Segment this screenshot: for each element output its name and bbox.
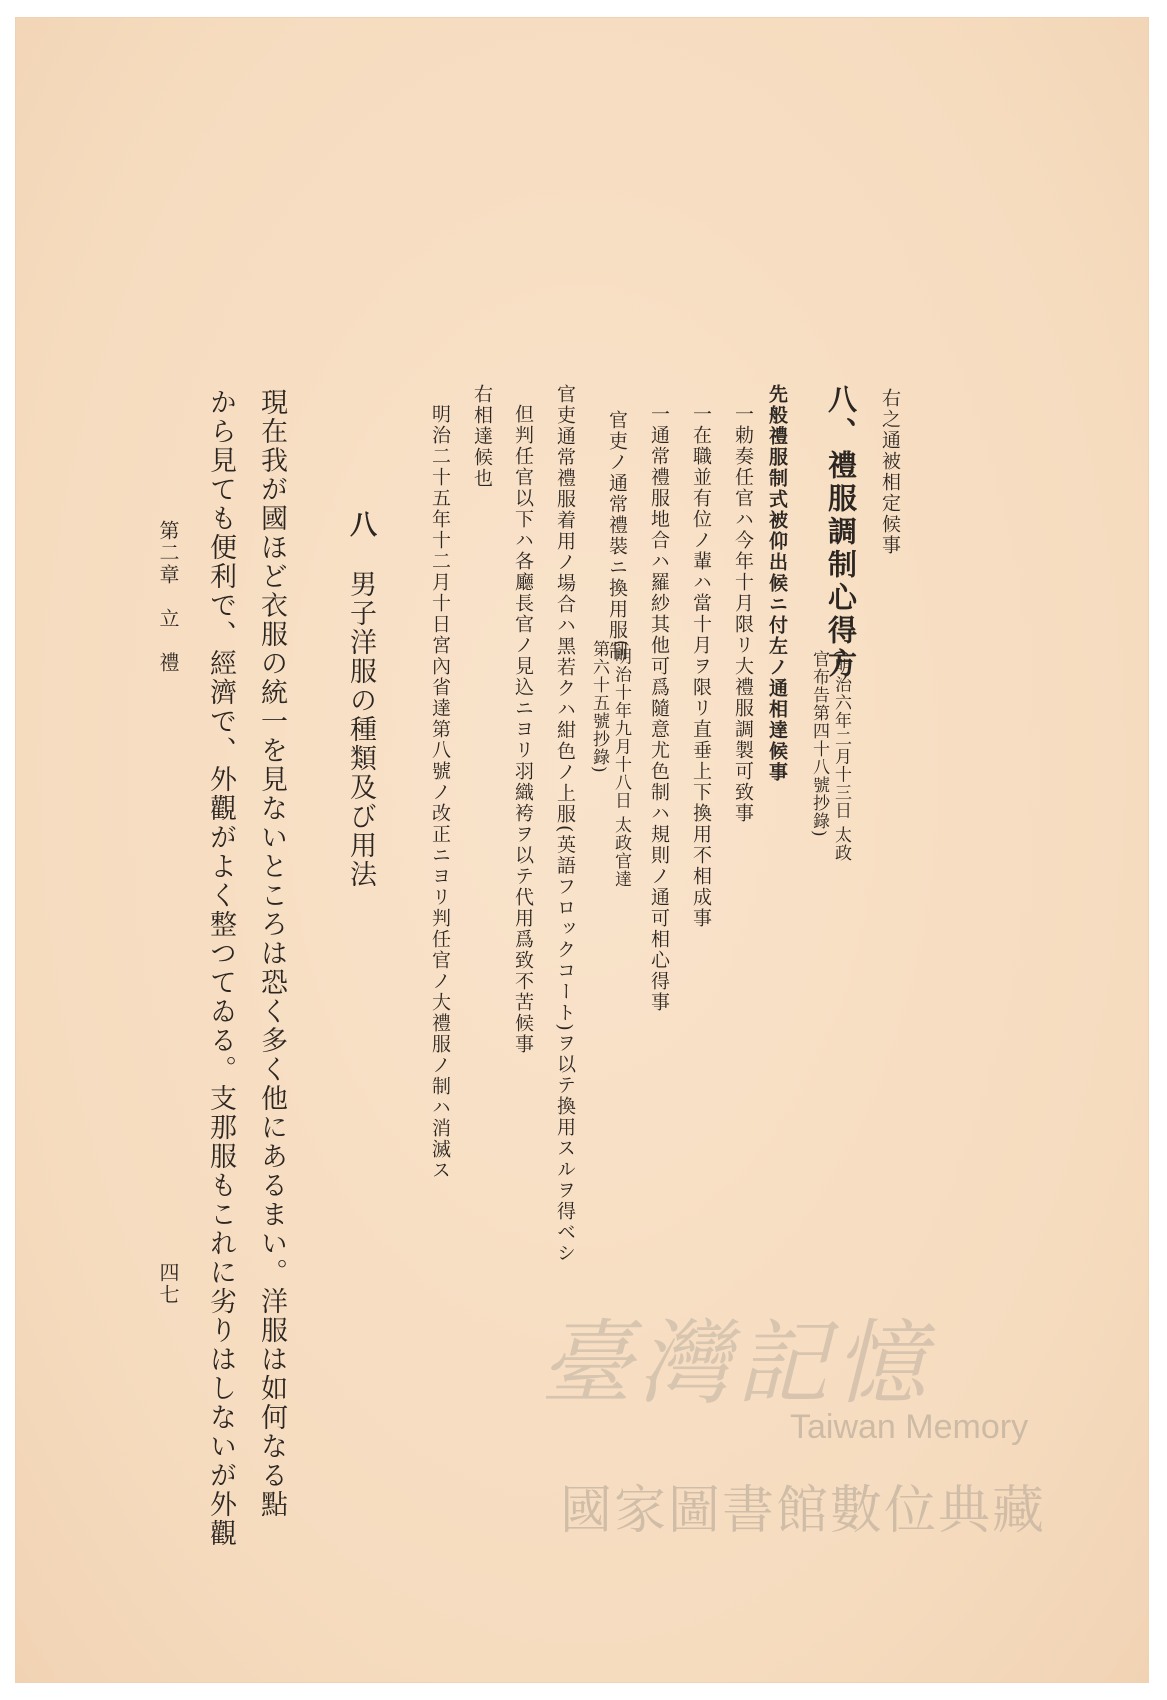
decree-line-8: 右相達候也 [471, 384, 493, 489]
section-heading: 八、禮服調制心得方 [824, 384, 858, 681]
decree-line-9: 明治二十五年十二月十日宮內省達第八號ノ改正ニヨリ判任官ノ大禮服ノ制ハ消滅ス [429, 404, 451, 1181]
watermark-english: Taiwan Memory [790, 1408, 1029, 1446]
watermark-chinese: 國家圖書館數位典藏 [560, 1481, 1047, 1541]
body-line-1: 現在我が國ほど衣服の統一を見ないところは恐く多く他にあるまい。洋服は如何なる點 [256, 388, 287, 1519]
chapter-footer: 第二章 立 禮 [156, 520, 180, 674]
body-line-2: から見ても便利で、經濟で、外觀がよく整つてゐる。支那服もこれに劣りはしないが外觀 [205, 388, 236, 1548]
decree-line-1: 先般禮服制式被仰出候ニ付左ノ通相達候事 [766, 384, 788, 783]
watermark [540, 1290, 1100, 1590]
decree-line-4: 一通常禮服地合ハ羅紗其他可爲隨意尤色制ハ規則ノ通可相心得事 [648, 404, 670, 1013]
watermark-brush-text: 臺灣記憶 [540, 1310, 933, 1417]
section-heading-note: (明治六年二月十三日 太政官布告第四十八號抄錄) [809, 650, 851, 863]
decree-line-3: 一在職並有位ノ輩ハ當十月ヲ限リ直垂上下換用不相成事 [690, 404, 712, 929]
section-b-title: 男子洋服の種類及び用法 [345, 570, 376, 889]
decree-line-5-note: (明治十年九月十八日 太政官達第六十五號抄錄) [589, 640, 631, 889]
intro-line: 右之通被相定候事 [879, 388, 901, 556]
decree-line-5: 官吏ノ通常禮裝ニ換用服制 [606, 410, 628, 662]
page-number: 四七 [156, 1262, 180, 1306]
decree-line-6: 官吏通常禮服着用ノ場合ハ黑若クハ紺色ノ上服(英語フロックコート)ヲ以テ換用スルヲ得ベシ [554, 384, 576, 1264]
section-b-number: 八 [345, 510, 376, 539]
decree-line-7: 但判任官以下ハ各廳長官ノ見込ニヨリ羽織袴ヲ以テ代用爲致不苦候事 [512, 404, 534, 1055]
decree-line-2: 一勅奏任官ハ今年十月限リ大禮服調製可致事 [732, 404, 754, 824]
